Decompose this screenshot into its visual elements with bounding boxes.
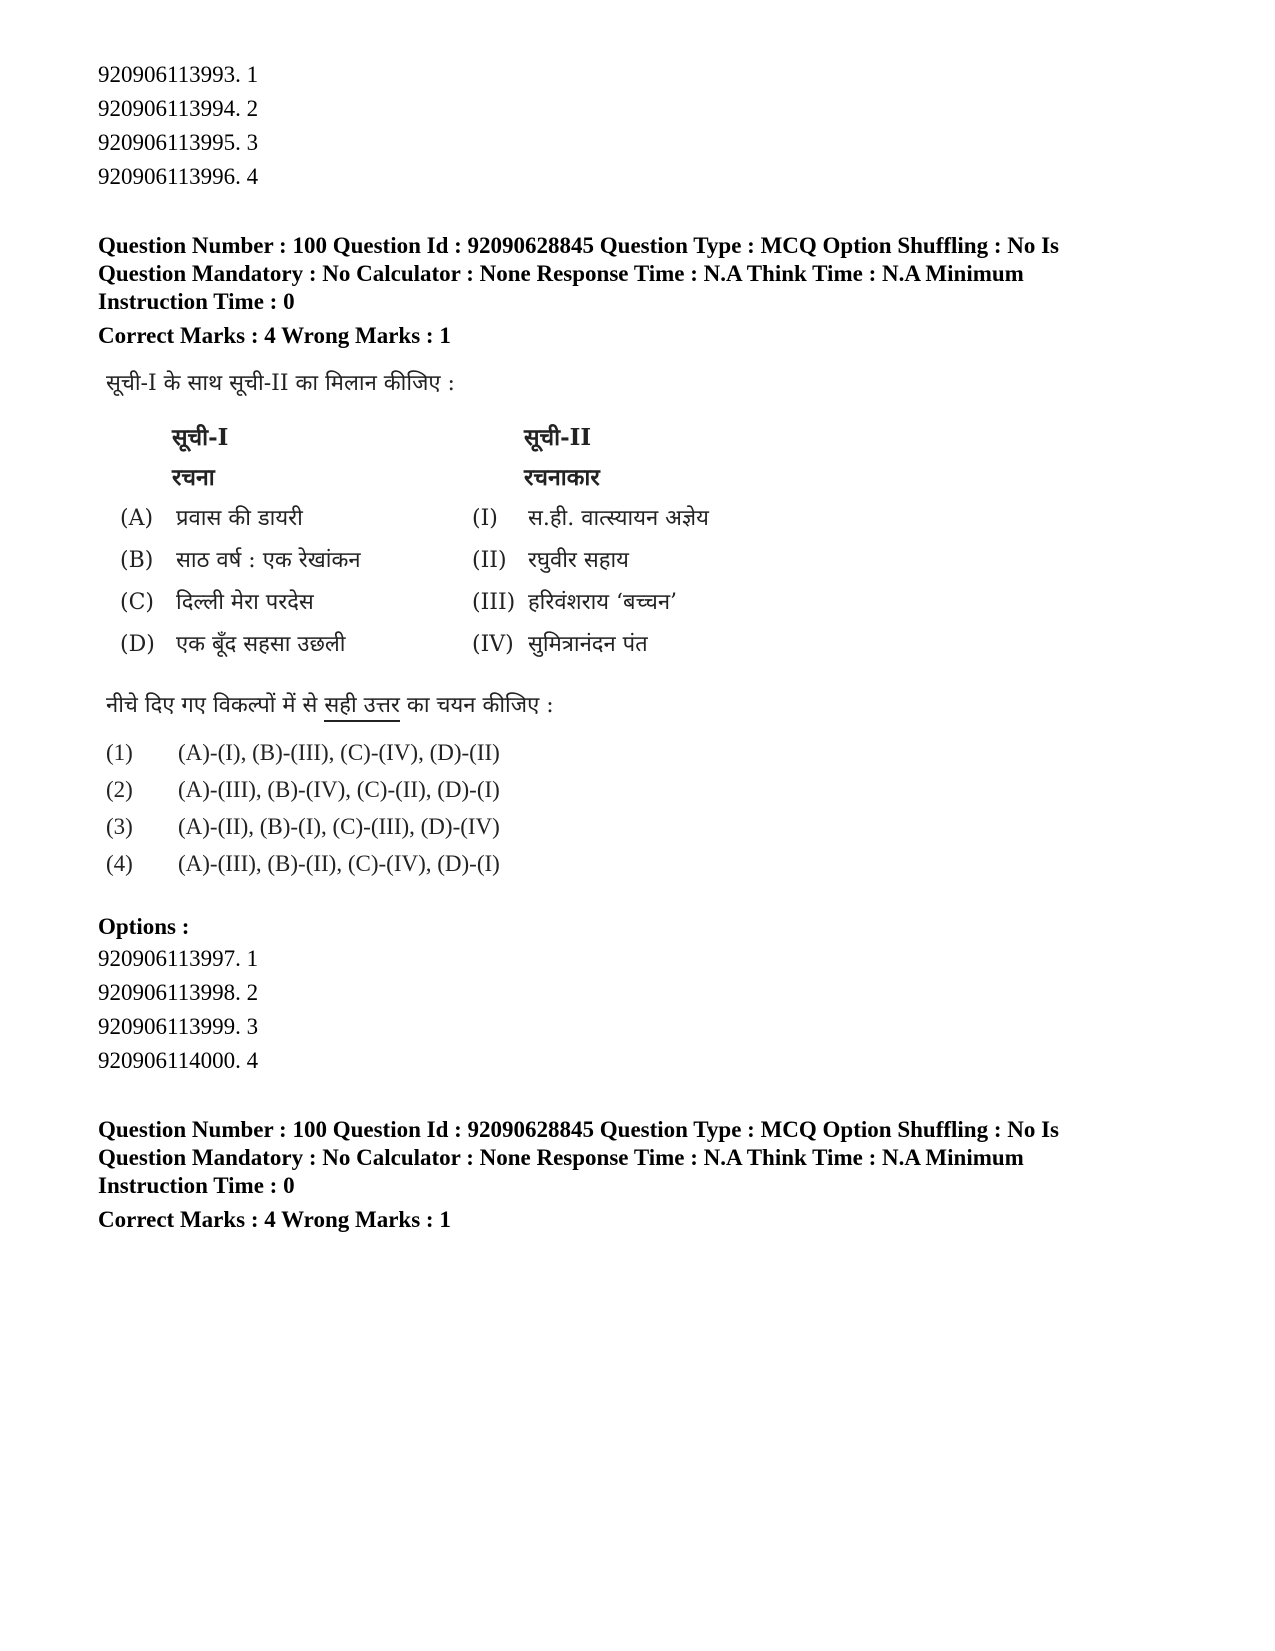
match-lists [106,414,1188,674]
option-line: 920906113997. 1 [98,946,259,971]
option-line: 920906113993. 1 [98,62,259,87]
list1-title: सूची-I [172,424,229,451]
document-page [98,58,1188,1234]
row-text: स.ही. वात्स्यायन अज्ञेय [528,506,709,531]
list2-row [472,586,677,616]
answer-choices [106,734,1188,882]
row-text: दिल्ली मेरा परदेस [176,590,314,615]
row-label: (III) [472,590,516,615]
row-text: प्रवास की डायरी [176,506,303,531]
row-text: हरिवंशराय ‘बच्चन’ [528,590,678,615]
question-meta [98,232,1188,350]
choice-text: (A)-(I), (B)-(III), (C)-(IV), (D)-(II) [178,740,500,765]
answer-choice [106,808,1188,845]
choice-text: (A)-(III), (B)-(IV), (C)-(II), (D)-(I) [178,777,500,802]
choice-number: (2) [106,777,133,802]
option-line: 920906114000. 4 [98,1048,259,1073]
row-text: सुमित्रानंदन पंत [528,632,648,657]
row-label: (I) [472,506,498,531]
row-label: (A) [120,506,154,531]
answer-choice [106,771,1188,808]
list1-subtitle: रचना [172,464,215,491]
list1-row [120,586,314,616]
list2-subtitle: रचनाकार [524,464,600,491]
meta-line: Question Mandatory : No Calculator : None Response Time : N.A Think Time : N.A Minimum [98,1145,1024,1170]
instruction-text: का चयन कीजिए : [399,693,554,718]
row-label: (D) [120,632,155,657]
meta-line: Instruction Time : 0 [98,289,295,314]
row-label: (II) [472,548,507,573]
row-label: (B) [120,548,154,573]
list2-row [472,628,648,658]
option-line: 920906113999. 3 [98,1014,259,1039]
marks-line: Correct Marks : 4 Wrong Marks : 1 [98,1207,451,1232]
question-body [106,362,1188,882]
question-meta [98,1116,1188,1234]
choice-number: (3) [106,814,133,839]
instruction-text: नीचे दिए गए विकल्पों में से [106,693,325,718]
row-text: साठ वर्ष : एक रेखांकन [176,548,361,573]
answer-choice [106,734,1188,771]
list2-row [472,502,709,532]
row-label: (C) [120,590,154,615]
option-line: 920906113995. 3 [98,130,259,155]
meta-line: Instruction Time : 0 [98,1173,295,1198]
row-text: एक बूँद सहसा उछली [176,632,346,657]
instruction-underlined: सही उत्तर [324,693,400,722]
choice-number: (4) [106,851,133,876]
options-heading: Options : [98,914,190,939]
question-instruction [106,684,1188,728]
choice-text: (A)-(III), (B)-(II), (C)-(IV), (D)-(I) [178,851,500,876]
meta-line: Question Mandatory : No Calculator : None Response Time : N.A Think Time : N.A Minimum [98,261,1024,286]
choice-number: (1) [106,740,133,765]
row-label: (IV) [472,632,514,657]
answer-choice [106,845,1188,882]
choice-text: (A)-(II), (B)-(I), (C)-(III), (D)-(IV) [178,814,500,839]
meta-line: Question Number : 100 Question Id : 92090628845 Question Type : MCQ Option Shuffling : No Is [98,233,1060,258]
list1-row [120,502,303,532]
row-text: रघुवीर सहाय [528,548,629,573]
list2-row [472,544,629,574]
previous-options-list [98,58,1188,194]
question-intro: सूची-I के साथ सूची-II का मिलान कीजिए : [106,371,455,396]
option-line: 920906113998. 2 [98,980,259,1005]
option-line: 920906113994. 2 [98,96,259,121]
list1-row [120,628,346,658]
list1-row [120,544,361,574]
list2-title: सूची-II [524,424,592,451]
options-list [98,942,1188,1078]
option-line: 920906113996. 4 [98,164,259,189]
meta-line: Question Number : 100 Question Id : 92090628845 Question Type : MCQ Option Shuffling : No Is [98,1117,1060,1142]
marks-line: Correct Marks : 4 Wrong Marks : 1 [98,323,451,348]
